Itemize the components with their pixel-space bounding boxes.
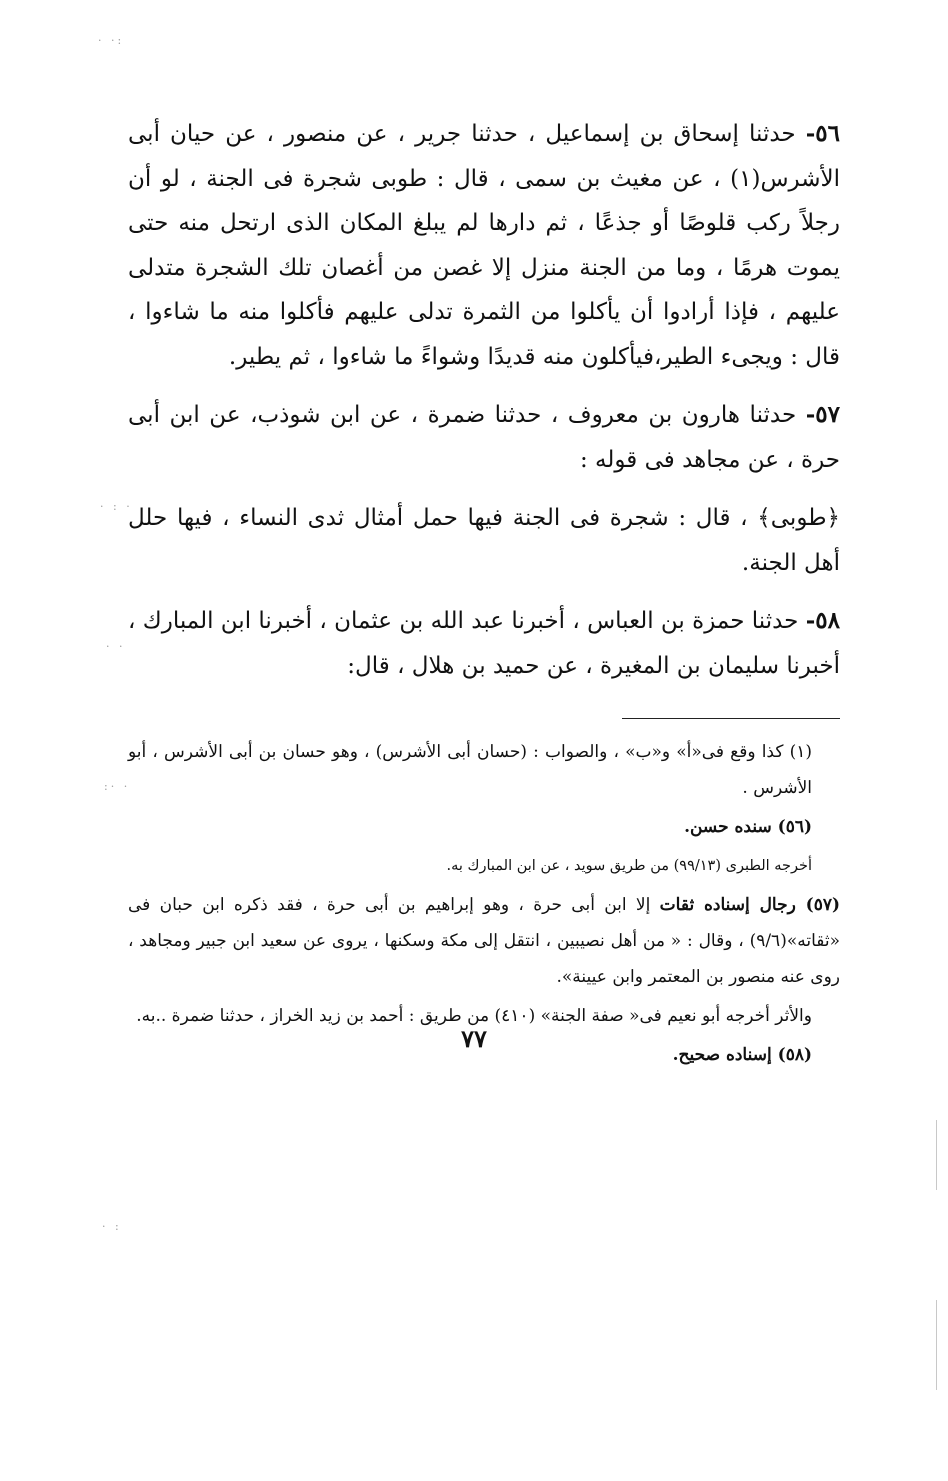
scan-specks-left-3: :· · bbox=[104, 780, 131, 793]
footnote-separator bbox=[622, 718, 840, 719]
hadith-number-56: ٥٦- bbox=[805, 120, 840, 147]
scan-edge-line-2 bbox=[936, 1300, 937, 1390]
note-56-heading: (٥٦) سنده حسن. bbox=[684, 817, 812, 837]
note-57-body: إلا ابن أبى حرة ، وهو إبراهيم بن أبى حرة ، فقد ذكره ابن حبان فى «ثقاته»(٩/٦) ، وقال : « من أهل نصيبين ، انتقل إلى مكة وسكنها ، يروى عن سعيد ابن جبير ومجاهد ، روى عنه منصور بن المعتمر وابن عيينة». bbox=[128, 895, 840, 987]
note-57 bbox=[128, 887, 840, 995]
note-58-heading: (٥٨) إسناده صحيح. bbox=[672, 1045, 812, 1065]
hadith-number-58: ٥٨- bbox=[805, 607, 840, 634]
paragraph-57-text: حدثنا هارون بن معروف ، حدثنا ضمرة ، عن ابن شوذب، عن ابن أبى حرة ، عن مجاهد فى قوله : bbox=[128, 402, 840, 473]
scan-specks-left-4: · : bbox=[102, 1220, 122, 1233]
note-57-extra: والأثر أخرجه أبو نعيم فى« صفة الجنة» (٤١٠) من طريق : أحمد بن زيد الخراز ، حدثنا ضمرة ..به. bbox=[136, 1006, 812, 1026]
paragraph-58-text: حدثنا حمزة بن العباس ، أخبرنا عبد الله بن عثمان ، أخبرنا ابن المبارك ، أخبرنا سليمان بن المغيرة ، عن حميد بن هلال ، قال: bbox=[128, 608, 840, 679]
scan-edge-line-1 bbox=[936, 1120, 937, 1190]
note-56-body: أخرجه الطبرى (٩٩/١٣) من طريق سويد ، عن ابن المبارك به. bbox=[446, 858, 812, 874]
scan-specks-left-2: · · bbox=[106, 640, 126, 653]
paragraph-57-quote: ﴿طوبى﴾ ، قال : شجرة فى الجنة فيها حمل أمثال ثدى النساء ، فيها حلل أهل الجنة. bbox=[128, 505, 840, 576]
footnote-1: (١) كذا وقع فى«أ» و«ب» ، والصواب : (حسان أبى الأشرس) ، وهو حسان بن أبى الأشرس ، أبو الأشرس . bbox=[128, 742, 812, 798]
hadith-number-57: ٥٧- bbox=[805, 401, 840, 428]
paragraph-58 bbox=[128, 599, 840, 688]
scan-specks-top: · ·: bbox=[98, 34, 125, 47]
paragraph-56 bbox=[128, 112, 840, 379]
paragraph-57 bbox=[128, 393, 840, 482]
page-number: ٧٧ bbox=[461, 1024, 487, 1053]
scan-specks-left-1: · : · bbox=[100, 500, 133, 513]
paragraph-56-text: حدثنا إسحاق بن إسماعيل ، حدثنا جرير ، عن منصور ، عن حيان أبى الأشرس(١) ، عن مغيث بن سمى ، قال : طوبى شجرة فى الجنة ، لو أن رجلاً ركب قلوصًا أو جذعًا ، ثم دارها لم يبلغ المكان الذى ارتحل منه حتى يموت هرمًا ، وما من الجنة منزل إلا غصن من أغصان تلك الشجرة متدلى عليهم ، فإذا أرادوا أن يأكلوا من الثمرة تدلى عليهم فأكلوا منه ما شاءوا ، قال : ويجىء الطير،فيأكلون منه قديدًا وشواءً ما شاءوا ، ثم يطير. bbox=[128, 121, 840, 370]
note-57-heading: (٥٧) رجال إسناده ثقات bbox=[659, 895, 840, 915]
main-text bbox=[128, 112, 840, 688]
